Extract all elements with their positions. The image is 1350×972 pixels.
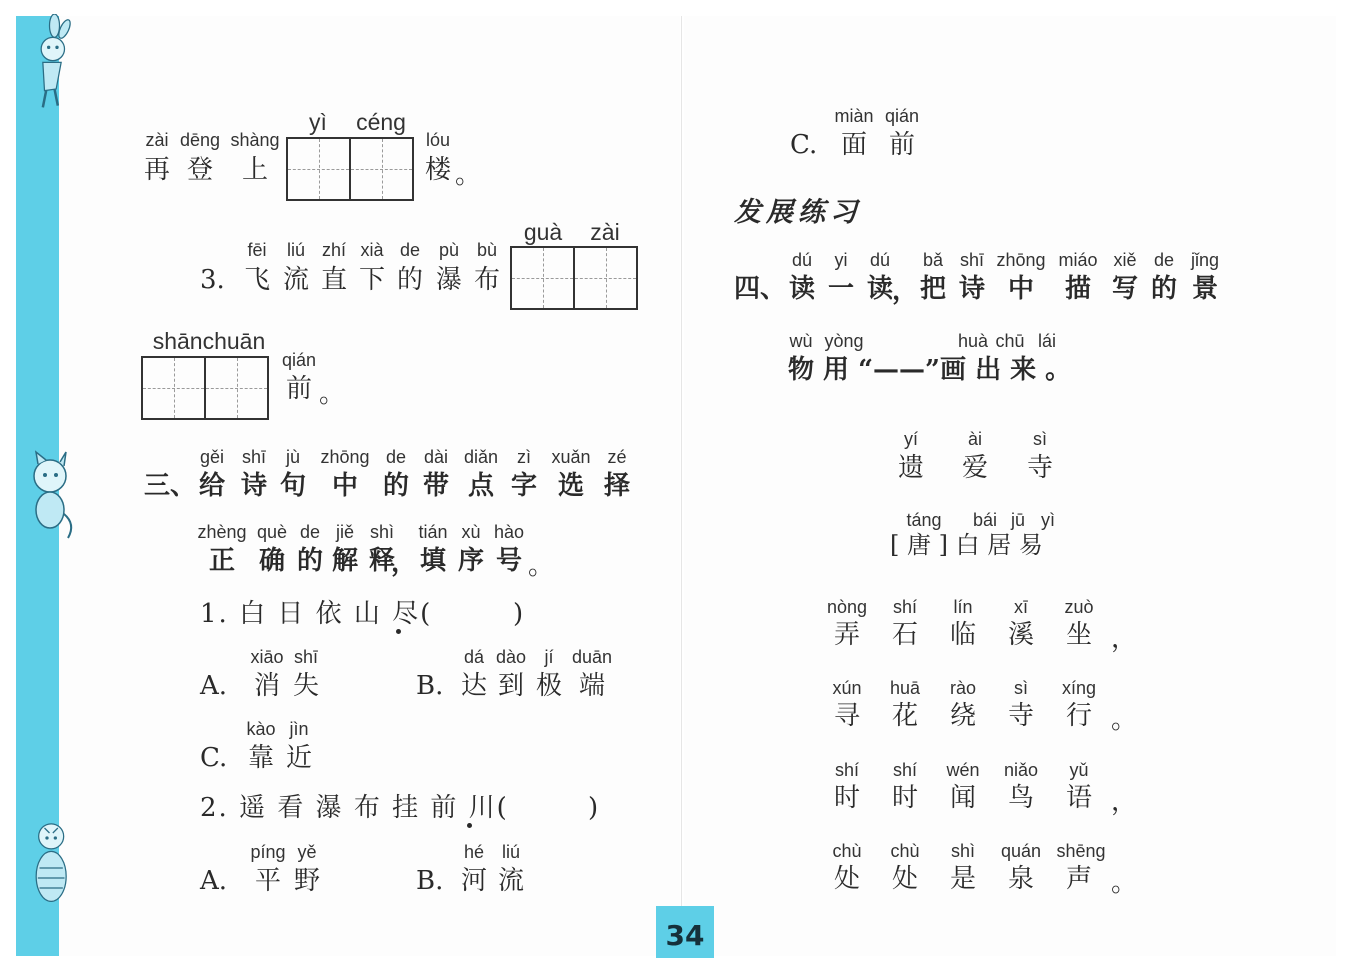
hanzi: 下 [358, 265, 386, 295]
pinyin: xù [461, 522, 481, 542]
pinyin: de [1153, 250, 1175, 270]
writing-grid-answer[interactable] [141, 356, 269, 420]
pinyin: quán [1000, 841, 1042, 861]
hanzi: 前 [285, 374, 313, 404]
hanzi: 读 [788, 274, 816, 304]
hanzi: 择 [603, 471, 631, 501]
hanzi: 确 [258, 546, 286, 576]
poem-char: 行 [1065, 701, 1093, 731]
pinyin: chù [890, 841, 920, 861]
pinyin: zuò [1064, 597, 1094, 617]
pinyin: kào [246, 719, 276, 739]
poem-char: 寺 [1007, 701, 1035, 731]
hanzi: 填 [419, 546, 447, 576]
hanzi: 诗 [240, 471, 268, 501]
hanzi: 瀑 [435, 265, 463, 295]
hanzi: 流 [282, 265, 310, 295]
pinyin: liú [286, 240, 306, 260]
pinyin: què [256, 522, 288, 542]
poem-char: 寻 [833, 701, 861, 731]
hanzi: 消 [253, 671, 281, 701]
pinyin: miàn [834, 106, 874, 126]
pinyin: lín [953, 597, 973, 617]
pinyin: lóu [425, 130, 451, 150]
punctuation: 。 [1110, 705, 1138, 735]
pinyin: shēng [1056, 841, 1106, 861]
pinyin: píng [250, 842, 286, 862]
poem-char: 声 [1065, 864, 1093, 894]
rabbit-cartoon-icon [16, 14, 78, 114]
punctuation: 。 [454, 160, 482, 190]
hanzi: 达 [460, 671, 488, 701]
pinyin: shí [892, 760, 918, 780]
option-label: C. [790, 130, 818, 160]
emphasis-dot [467, 823, 472, 828]
hanzi: 读 [866, 274, 894, 304]
pinyin: shàng [230, 130, 280, 150]
pinyin: sì [1013, 678, 1029, 698]
pinyin: xiāo [250, 647, 284, 667]
pinyin: yǔ [1069, 760, 1089, 780]
pinyin: sì [1032, 429, 1048, 449]
punctuation: 。 [318, 379, 346, 409]
hanzi: 端 [578, 671, 606, 701]
punctuation: ， [390, 548, 418, 578]
pinyin: bái [972, 510, 998, 530]
pinyin: shì [369, 522, 395, 542]
pinyin: xiě [1113, 250, 1137, 270]
hanzi: 流 [497, 866, 525, 896]
pinyin: jìn [289, 719, 309, 739]
option-label: B. [416, 866, 444, 896]
poem-char: 语 [1065, 783, 1093, 813]
hanzi: 中 [331, 471, 359, 501]
hanzi: 河 [460, 866, 488, 896]
hanzi: 登 [186, 155, 214, 185]
pinyin: zài [145, 130, 169, 150]
hanzi: 给 [198, 471, 226, 501]
pinyin: tián [418, 522, 448, 542]
hanzi: 平 [254, 866, 282, 896]
pinyin: shī [241, 447, 267, 467]
option-label: A. [200, 671, 228, 701]
hanzi: 点 [467, 471, 495, 501]
tiger-cartoon-icon [16, 818, 78, 918]
pinyin: dēng [179, 130, 221, 150]
instruction-line-2: 物 用 “——”画 出 来 。 [788, 355, 1072, 385]
hanzi: 解 [331, 546, 359, 576]
pinyin: yòng [824, 331, 864, 351]
section-number: 四、 [733, 274, 787, 304]
hanzi: 前 [888, 130, 916, 160]
pinyin: shī [293, 647, 319, 667]
poem-author: [ 唐 ] 白 居 易 [890, 531, 1043, 559]
pinyin: zhèng [197, 522, 247, 542]
pinyin: bǎ [922, 250, 944, 270]
section-heading: 发展练习 [734, 197, 862, 228]
pinyin: shí [834, 760, 860, 780]
poem-char: 溪 [1007, 620, 1035, 650]
pinyin: lái [1037, 331, 1057, 351]
poem-char: 处 [891, 864, 919, 894]
poem-char: 是 [949, 864, 977, 894]
hanzi: 上 [241, 155, 269, 185]
hanzi: 直 [320, 265, 348, 295]
option-label: A. [200, 866, 228, 896]
writing-grid-answer[interactable] [510, 246, 638, 310]
poem-char: 弄 [833, 620, 861, 650]
pinyin: miáo [1058, 250, 1098, 270]
pinyin: dú [791, 250, 813, 270]
pinyin: xià [360, 240, 384, 260]
box-pinyin: shānchuān [152, 328, 266, 354]
pinyin: yí [903, 429, 919, 449]
poem-char: 时 [891, 783, 919, 813]
pinyin: qián [281, 350, 317, 370]
hanzi: 字 [510, 471, 538, 501]
pinyin: qián [884, 106, 920, 126]
poem-char: 鸟 [1007, 783, 1035, 813]
pinyin: jù [285, 447, 301, 467]
poem-char: 泉 [1007, 864, 1035, 894]
cat-cartoon-icon [16, 448, 78, 548]
pinyin: pù [438, 240, 460, 260]
answer-blank-close[interactable]: ) [588, 793, 599, 823]
poem-char: 临 [949, 620, 977, 650]
hanzi: 失 [292, 671, 320, 701]
hanzi: 景 [1191, 274, 1219, 304]
pinyin: liú [501, 842, 521, 862]
hanzi: 到 [497, 671, 525, 701]
pinyin: chū [995, 331, 1025, 351]
poem-char: 石 [891, 620, 919, 650]
pinyin: jí [544, 647, 554, 667]
pinyin: hé [463, 842, 485, 862]
book-spine [681, 16, 682, 956]
pinyin: zhōng [320, 447, 370, 467]
pinyin: de [399, 240, 421, 260]
pinyin: zé [607, 447, 627, 467]
pinyin: huā [889, 678, 921, 698]
pinyin: rào [949, 678, 977, 698]
poem-char: 处 [833, 864, 861, 894]
pinyin: xún [832, 678, 862, 698]
punctuation: ， [1110, 787, 1138, 817]
punctuation: 。 [1110, 868, 1138, 898]
hanzi: 正 [208, 546, 236, 576]
pinyin: táng [906, 510, 942, 530]
hanzi: 诗 [958, 274, 986, 304]
hanzi: 楼 [424, 155, 452, 185]
pinyin: zhōng [996, 250, 1046, 270]
box-pinyin: zài [590, 219, 620, 245]
punctuation: ， [891, 276, 919, 306]
hanzi: 布 [473, 265, 501, 295]
punctuation: 。 [527, 551, 555, 581]
pinyin: yi [834, 250, 848, 270]
pinyin: dài [423, 447, 449, 467]
pinyin: huà [957, 331, 989, 351]
hanzi: 号 [495, 546, 523, 576]
pinyin: fēi [247, 240, 267, 260]
pinyin: dào [495, 647, 527, 667]
hanzi: 把 [919, 274, 947, 304]
pinyin: xuǎn [551, 447, 591, 467]
hanzi: 再 [143, 155, 171, 185]
pinyin: xī [1013, 597, 1029, 617]
right-page [684, 16, 1336, 956]
pinyin: yě [297, 842, 317, 862]
pinyin: dú [869, 250, 891, 270]
pinyin: chù [832, 841, 862, 861]
box-pinyin: céng [356, 109, 406, 135]
hanzi: 序 [457, 546, 485, 576]
hanzi: 中 [1007, 274, 1035, 304]
pinyin: wén [946, 760, 980, 780]
hanzi: 描 [1064, 274, 1092, 304]
poem-char: 坐 [1065, 620, 1093, 650]
pinyin: zì [516, 447, 532, 467]
section-number: 三、 [143, 471, 197, 501]
hanzi: 带 [422, 471, 450, 501]
pinyin: shì [950, 841, 976, 861]
hanzi: 面 [840, 130, 868, 160]
pinyin: jiě [335, 522, 355, 542]
option-label: B. [416, 671, 444, 701]
poem-char: 绕 [949, 701, 977, 731]
hanzi: 极 [535, 671, 563, 701]
question-1-text: 1. 白 日 依 山 尽( [200, 599, 433, 629]
hanzi: 的 [1150, 274, 1178, 304]
pinyin: jǐng [1190, 250, 1220, 270]
poem-char: 时 [833, 783, 861, 813]
pinyin: nòng [826, 597, 868, 617]
answer-blank-close[interactable]: ) [513, 599, 524, 629]
page-number: 34 [656, 906, 714, 958]
hanzi: 的 [296, 546, 324, 576]
hanzi: 靠 [247, 743, 275, 773]
pinyin: gěi [199, 447, 225, 467]
pinyin: wù [789, 331, 813, 351]
pinyin: de [299, 522, 321, 542]
punctuation: ， [1110, 624, 1138, 654]
pinyin: de [385, 447, 407, 467]
pinyin: xíng [1061, 678, 1097, 698]
pinyin: jū [1010, 510, 1026, 530]
writing-grid-answer[interactable] [286, 137, 414, 201]
pinyin: yì [1040, 510, 1056, 530]
box-pinyin: guà [523, 219, 563, 245]
hanzi: 释 [368, 546, 396, 576]
pinyin: dá [463, 647, 485, 667]
poem-title-char: 寺 [1026, 453, 1054, 483]
poem-char: 闻 [949, 783, 977, 813]
hanzi: 野 [293, 866, 321, 896]
poem-title-char: 遗 [897, 453, 925, 483]
box-pinyin: yì [309, 109, 327, 135]
pinyin: ài [967, 429, 983, 449]
pinyin: diǎn [463, 447, 499, 467]
hanzi: 的 [382, 471, 410, 501]
hanzi: 句 [279, 471, 307, 501]
poem-char: 花 [891, 701, 919, 731]
hanzi: 的 [396, 265, 424, 295]
pinyin: niǎo [1003, 760, 1039, 780]
hanzi: 选 [557, 471, 585, 501]
pinyin: bù [476, 240, 498, 260]
poem-title-char: 爱 [961, 453, 989, 483]
pinyin: duān [571, 647, 613, 667]
hanzi: 一 [827, 274, 855, 304]
emphasis-dot [396, 629, 401, 634]
pinyin: zhí [321, 240, 347, 260]
hanzi: 近 [285, 743, 313, 773]
hanzi: 写 [1111, 274, 1139, 304]
pinyin: hào [493, 522, 525, 542]
option-label: C. [200, 743, 228, 773]
item-number: 3. [200, 265, 225, 295]
pinyin: shī [959, 250, 985, 270]
hanzi: 飞 [243, 265, 271, 295]
question-2-text: 2. 遥 看 瀑 布 挂 前 川( [200, 793, 509, 823]
pinyin: shí [892, 597, 918, 617]
